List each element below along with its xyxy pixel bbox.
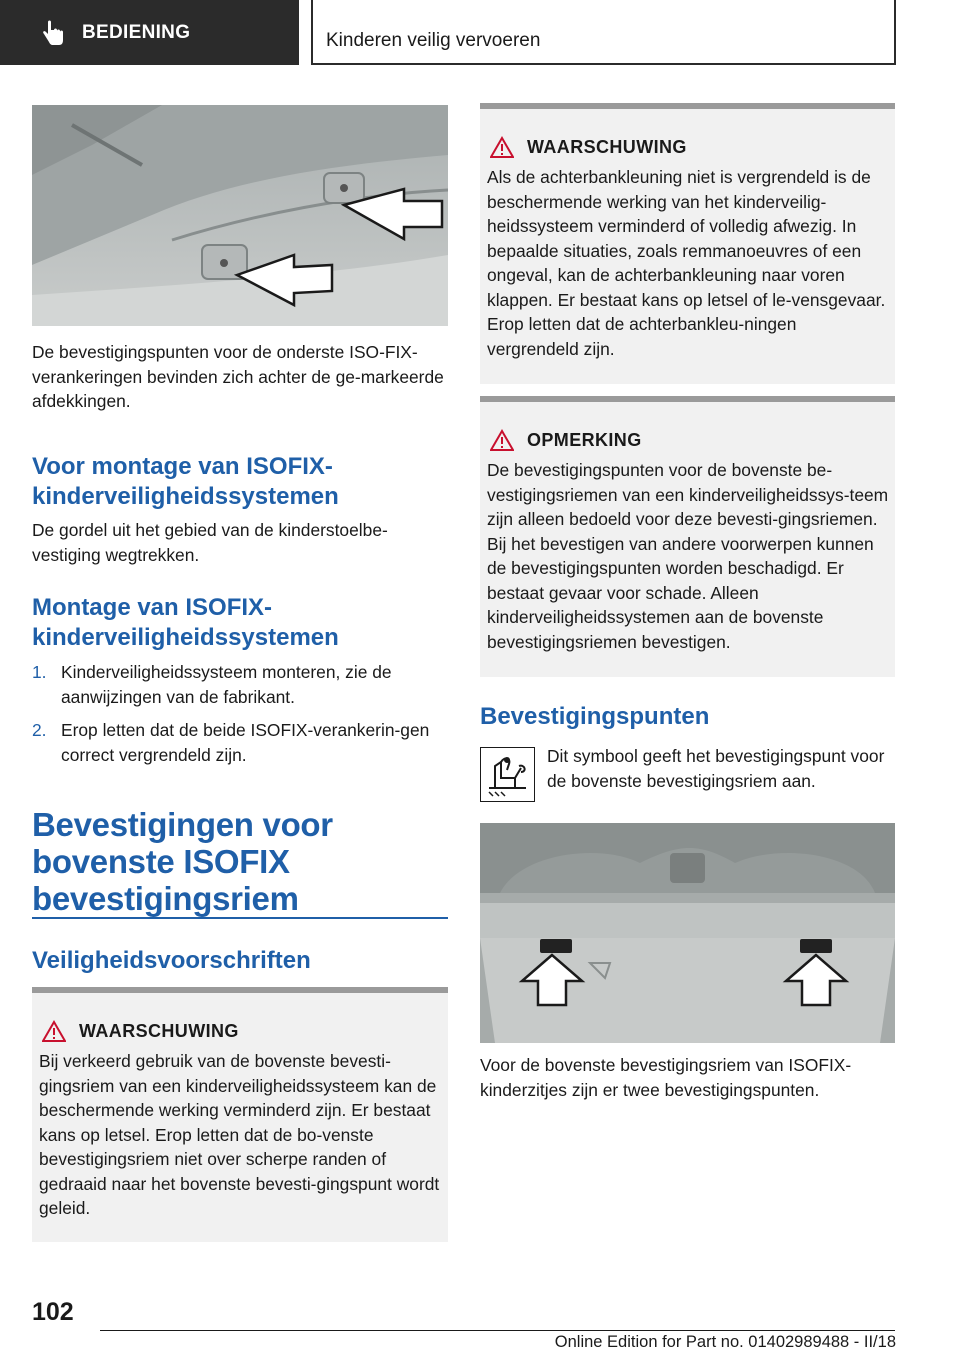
note-box <box>480 396 895 677</box>
tether-anchor-symbol-icon <box>480 747 535 802</box>
edition-note: Online Edition for Part no. 01402989488 - II/18 <box>554 1333 896 1351</box>
notice-triangle-icon <box>490 429 514 451</box>
warning-triangle-icon <box>42 1020 66 1042</box>
upper-tether-caption: Voor de bovenste bevestigingsriem van ISOFIX-kinderzitjes zijn er twee bevestigingspunten. <box>480 1055 852 1100</box>
lower-anchor-illustration <box>32 105 448 326</box>
heading-attachment-points: Bevestigingspunten <box>480 703 710 730</box>
warning-triangle-icon <box>490 136 514 158</box>
chapter-label: BEDIENING <box>82 21 191 43</box>
symbol-description: Dit symbool geeft het bevestigingspunt voor de bovenste bevestigingsriem aan. <box>547 746 885 791</box>
subheading-safety: Veiligheidsvoorschriften <box>32 947 311 974</box>
before-mounting-text: De gordel uit het gebied van de kinderstoelbe-vestiging wegtrekken. <box>32 520 388 565</box>
chapter-divider <box>32 917 448 919</box>
heading-before-mounting: Voor montage van ISOFIX-kinderveiligheidssystemen <box>32 453 339 510</box>
chapter-title: Bevestigingen voor bovenste ISOFIX bevestigingsriem <box>32 806 333 917</box>
footer-divider <box>100 1330 895 1331</box>
cargo-area-tether-points-photo <box>480 823 895 1043</box>
step-number: 1. <box>32 662 47 682</box>
mounting-steps-list <box>32 660 448 770</box>
step-text: Erop letten dat de beide ISOFIX-verankerin-gen correct vergrendeld zijn. <box>61 720 430 765</box>
section-title: Kinderen veilig vervoeren <box>326 30 541 51</box>
heading-mounting: Montage van ISOFIX-kinderveiligheidssystemen <box>32 594 339 651</box>
upper-tether-illustration <box>480 823 895 1043</box>
warning-title: WAARSCHUWING <box>79 1021 239 1041</box>
rear-seat-lower-anchor-photo <box>32 105 448 326</box>
warning-text: Bij verkeerd gebruik van de bovenste bevesti-gingsriem van een kinderveiligheidssysteem kan de beschermende werking verminderd zijn. Er bestaat kans op letsel. Erop letten dat de bo-venste bevestigingsriem niet over scherpe randen of gedraaid naar het bovenste bevesti-gingspunt wordt geleid. <box>39 1051 440 1218</box>
warning-text: Als de achterbankleuning niet is vergrendeld is de beschermende werking van het kinderveilig-heidssysteem verminderd of volledig afwezig. In bepaalde situaties, zoals remmanoeuvres of een ongeval, kan de achterbankleuning naar voren klappen. Er bestaat kans op letsel of le-vensgevaar. Erop letten dat de achterbankleu-ningen vergrendeld zijn. <box>487 167 886 359</box>
page-number: 102 <box>32 1298 74 1326</box>
chapter-tab <box>0 0 299 65</box>
hand-pointer-icon <box>40 20 66 46</box>
warning-box-backrest <box>480 103 895 384</box>
warning-title: WAARSCHUWING <box>527 137 687 157</box>
step-text: Kinderveiligheidssysteem monteren, zie de aanwijzingen van de fabrikant. <box>61 662 392 707</box>
step-number: 2. <box>32 720 47 740</box>
warning-box-tether <box>32 987 448 1242</box>
note-title: OPMERKING <box>527 430 642 450</box>
lower-anchor-caption: De bevestigingspunten voor de onderste ISO-FIX-verankeringen bevinden zich achter de ge-markeerde afdekkingen. <box>32 342 444 411</box>
note-text: De bevestigingspunten voor de bovenste be-vestigingsriemen van een kinderveiligheidssys-teem zijn alleen bedoeld voor deze bevesti-gingsriemen. Bij het bevestigen van andere voorwerpen kunnen de bevestigingspunten worden beschadigd. Er bestaat gevaar voor schade. Alleen kinderveiligheidssystemen aan de bovenste bevestigingsriemen bevestigen. <box>487 460 889 652</box>
section-header <box>311 0 896 65</box>
